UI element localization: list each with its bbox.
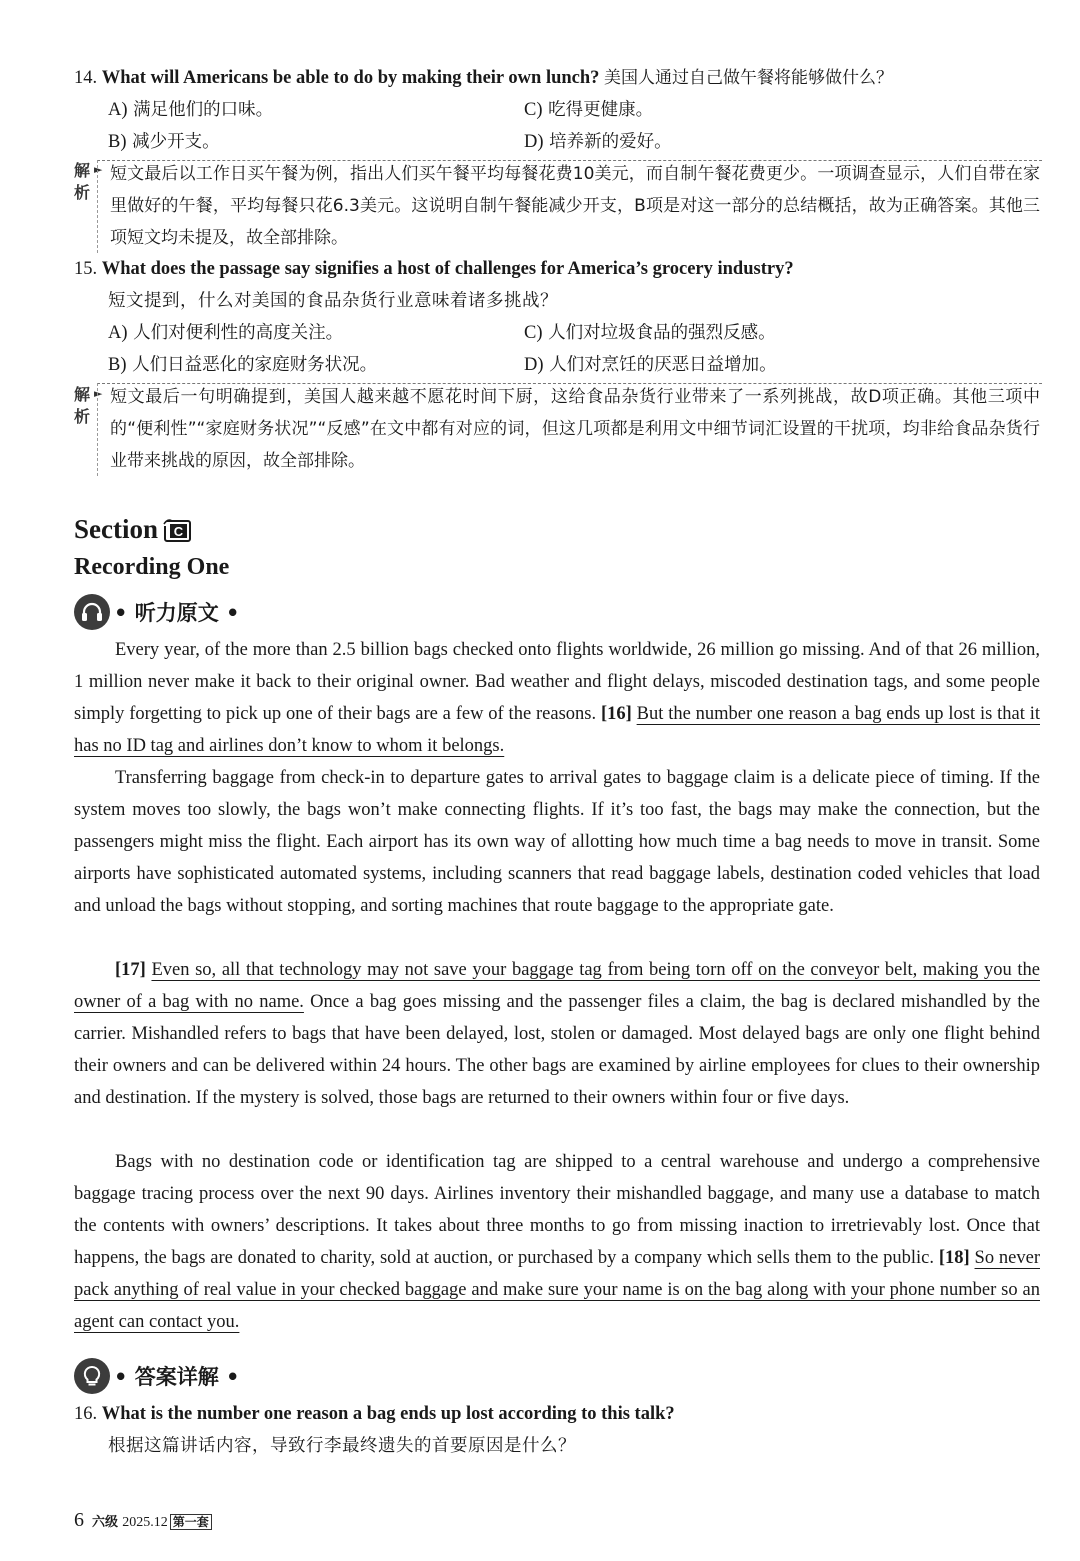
recording-title: Recording One [74,554,230,580]
option-b: B) 减少开支。 [108,132,220,152]
page-number: 6 [74,1509,84,1531]
section-title: Section C [74,512,192,546]
analysis-text: 短文最后以工作日买午餐为例，指出人们买午餐平均每餐花费10美元，而自制午餐花费更少。一项调查显示，人们自带在家里做好的午餐，平均每餐只花6.3美元。这说明自制午餐能减少开支，B项是对这一部分的总结概括，故为正确答案。其他三项短文均未提及，故全部排除。 [110,164,1040,248]
transcript-header-text: • 听力原文 • [114,601,240,625]
question-16 [74,1399,1054,1429]
key-sentence: Even so, all that technology may not save your baggage tag from being torn off on the conveyor belt, making you the owner of a bag with no name. [74,960,1040,1012]
question-text: What does the passage say signifies a host of challenges for America’s grocery industry? [101,259,794,279]
answer-header-text: • 答案详解 • [114,1365,240,1389]
key-sentence: But the number one reason a bag ends up lost is that it has no ID tag and airlines don’t know to whom it belongs. [74,704,1040,756]
analysis-label: 解析 [74,385,91,426]
transcript-paragraph-3: [17] Even so, all that technology may not save your baggage tag from being torn off on the conveyor belt, making you the owner of a bag with no name. Once a bag goes missing and the passenger files a claim, the bag is declared mishandled by the carrier. Mishandled refers to bags that have been delayed, lost, stolen or damaged. Most delayed bags are only one flight behind their owners and can be delivered within 24 hours. The other bags are examined by airline employees for clues to their ownership and destination. If the mystery is solved, those bags are returned to their owners within four or five days. [74,960,1040,1108]
key-sentence: So never pack anything of real value in your checked baggage and make sure your name is on the bag along with your phone number so an agent can contact you. [74,1248,1040,1332]
question-text-cn: 美国人通过自己做午餐将能够做什么？ [604,68,894,88]
exam-date: 2025.12 [122,1515,168,1530]
option-a: A) 人们对便利性的高度关注。 [108,323,344,343]
section-badge-letter: C [173,523,184,539]
analysis-text: 短文最后一句明确提到，美国人越来越不愿花时间下厨，这给食品杂货行业带来了一系列挑战，故D项正确。其他三项中的“便利性”“家庭财务状况”“反感”在文中都有对应的词，但这几项都是利用文中细节词汇设置的干扰项，均非给食品杂货行业带来挑战的原因，故全部排除。 [110,387,1040,471]
transcript-paragraph-1: Every year, of the more than 2.5 billion bags checked onto flights worldwide, 26 million go missing. And of that 26 million, 1 million never make it back to their original owner. Bad weather and flight delays, miscoded destination tags, and some people simply forgetting to pick up one of their bags are a few of the reasons. [16] But the number one reason a bag ends up lost is that it has no ID tag and airlines don’t know to whom it belongs. [74,640,1040,756]
lightbulb-icon [74,1358,110,1394]
page-footer [74,1508,212,1535]
question-marker: [18] [938,1248,970,1268]
transcript-paragraph-4: Bags with no destination code or identification tag are shipped to a central warehouse and undergo a comprehensive baggage tracing process over the next 90 days. Airlines inventory their mishandled baggage, and many use a database to match the contents with owners’ descriptions. It takes about three months to go from missing inaction to irretrievably lost. Once that happens, the bags are donated to charity, sold at auction, or purchased by a company which sells them to the public. [18] So never pack anything of real value in your checked baggage and make sure your name is on the bag along with your phone number so an agent can contact you. [74,1152,1040,1332]
analysis-label: 解析 [74,161,91,202]
question-number: 15. [74,259,98,279]
option-c: C) 吃得更健康。 [524,100,654,120]
question-number: 16. [74,1404,98,1424]
option-d: D) 人们对烹饪的厌恶日益增加。 [524,355,777,375]
c-badge-icon [162,518,192,542]
question-marker: [17] [115,960,146,980]
question-text: What is the number one reason a bag ends up lost according to this talk? [101,1404,675,1424]
option-b: B) 人们日益恶化的家庭财务状况。 [108,355,378,375]
transcript-paragraph-2: Transferring baggage from check-in to departure gates to arrival gates to baggage claim is a delicate piece of timing. If the system moves too slowly, the bags won’t make connecting flights. If it’s too fast, the bags may make the connection, but the passengers might miss the flight. Each airport has its own way of allotting how much time a bag needs to move in transit. Some airports have sophisticated automated systems, including scanners that read baggage labels, destination coded vehicles that load and unload the bags without stopping, and sorting machines that route baggage to the appropriate gate. [74,768,1040,916]
option-d: D) 培养新的爱好。 [524,132,672,152]
arrow-icon: ► [94,387,103,400]
question-text-cn: 短文提到，什么对美国的食品杂货行业意味着诸多挑战？ [108,291,558,311]
question-text-cn: 根据这篇讲话内容，导致行李最终遗失的首要原因是什么？ [108,1436,576,1456]
question-14 [74,63,1054,93]
question-marker: [16] [600,704,632,724]
question-text: What will Americans be able to do by making their own lunch? [101,68,600,88]
option-c: C) 人们对垃圾食品的强烈反感。 [524,323,776,343]
headphones-icon [74,594,110,630]
exam-set: 第一套 [170,1514,212,1530]
question-number: 14. [74,68,98,88]
arrow-icon: ► [94,163,103,176]
question-15 [74,254,1054,284]
option-a: A) 满足他们的口味。 [108,100,274,120]
exam-level: 六级 [92,1515,119,1530]
